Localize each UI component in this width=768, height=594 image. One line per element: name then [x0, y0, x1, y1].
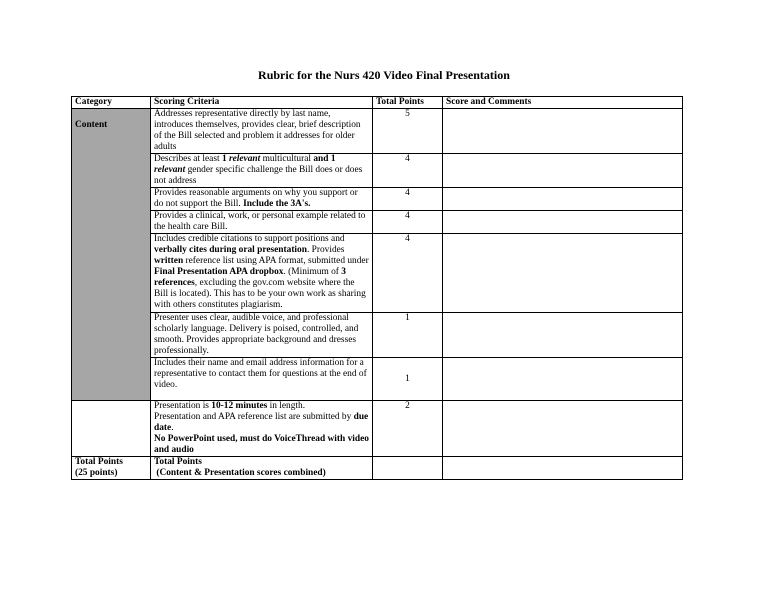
criteria-cell: Provides a clinical, work, or personal example related to the health care Bill. — [151, 211, 373, 234]
header-points: Total Points — [373, 97, 443, 109]
table-row — [72, 313, 683, 358]
criteria-cell: Includes their name and email address information for a representative to contact them for questions at the end of video. — [151, 358, 373, 401]
header-comments: Score and Comments — [443, 97, 683, 109]
points-cell: 2 — [373, 401, 443, 457]
table-row — [72, 401, 683, 457]
header-criteria: Scoring Criteria — [151, 97, 373, 109]
comments-cell[interactable] — [443, 154, 683, 188]
table-row — [72, 188, 683, 211]
comments-cell[interactable] — [443, 401, 683, 457]
document-title: Rubric for the Nurs 420 Video Final Presentation — [258, 68, 510, 82]
points-cell: 4 — [373, 188, 443, 211]
points-cell: 4 — [373, 154, 443, 188]
criteria-cell: Presentation is 10-12 minutes in length. Presentation and APA reference list are submitted by due date. No PowerPoint used, must do VoiceThread with video and audio — [151, 401, 373, 457]
header-category: Category — [72, 97, 151, 109]
category-presentation-cell — [72, 401, 151, 457]
criteria-cell: Includes credible citations to support positions and verbally cites during oral presentation. Provides written reference list using APA format, submitted under Final Presentation APA dropbox. (Minimum of 3 references, excluding the gov.com website where the Bill is located). This has to be your own work as sharing with others constitutes plagiarism. — [151, 234, 373, 313]
category-content-cell — [72, 109, 151, 401]
total-criteria-cell: Total Points (Content & Presentation scores combined) — [151, 457, 373, 480]
criteria-cell: Provides reasonable arguments on why you support or do not support the Bill. Include the 3A's. — [151, 188, 373, 211]
table-row — [72, 211, 683, 234]
points-cell: 4 — [373, 234, 443, 313]
comments-cell[interactable] — [443, 109, 683, 154]
comments-cell[interactable] — [443, 211, 683, 234]
total-row — [72, 457, 683, 480]
category-content-label: Content — [75, 120, 108, 130]
table-row — [72, 154, 683, 188]
points-cell: 1 — [373, 358, 443, 401]
points-cell: 4 — [373, 211, 443, 234]
table-row — [72, 109, 683, 154]
criteria-cell: Presenter uses clear, audible voice, and professional scholarly language. Delivery is poised, controlled, and smooth. Provides appropriate background and dresses professionally. — [151, 313, 373, 358]
header-row — [72, 97, 683, 109]
points-cell: 1 — [373, 313, 443, 358]
points-cell: 5 — [373, 109, 443, 154]
comments-cell[interactable] — [443, 234, 683, 313]
criteria-cell: Describes at least 1 relevant multicultural and 1 relevant gender specific challenge the Bill does or does not address — [151, 154, 373, 188]
table-row — [72, 358, 683, 401]
total-points-cell[interactable] — [373, 457, 443, 480]
total-comments-cell[interactable] — [443, 457, 683, 480]
comments-cell[interactable] — [443, 358, 683, 401]
total-label-cell: Total Points (25 points) — [72, 457, 151, 480]
rubric-table — [71, 96, 683, 480]
table-row — [72, 234, 683, 313]
comments-cell[interactable] — [443, 188, 683, 211]
criteria-cell: Addresses representative directly by last name, introduces themselves, provides clear, brief description of the Bill selected and problem it addresses for older adults — [151, 109, 373, 154]
comments-cell[interactable] — [443, 313, 683, 358]
